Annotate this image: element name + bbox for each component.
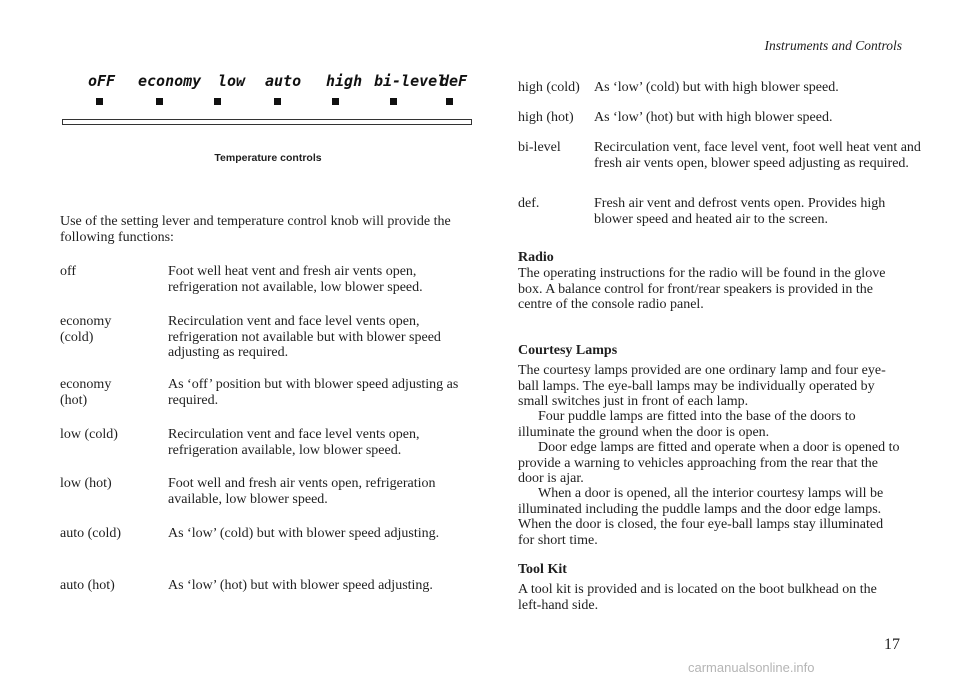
tool-kit-heading: Tool Kit <box>518 562 567 577</box>
function-description: Foot well heat vent and fresh air vents open, refrigeration not available, low blower speed. <box>168 264 423 295</box>
courtesy-paragraph-1: The courtesy lamps provided are one ordinary lamp and four eye-ball lamps. The eye-ball lamps may be individually operated by small switches just in front of each lamp. <box>518 363 886 409</box>
function-description: As ‘low’ (cold) but with high blower speed. <box>594 80 839 95</box>
watermark-text: carmanualsonline.info <box>688 660 815 675</box>
figure-caption: Temperature controls <box>214 152 322 164</box>
selector-position-marker <box>332 98 339 105</box>
courtesy-paragraph-3: Door edge lamps are fitted and operate when a door is opened to provide a warning to vehicles approaching from the rear that the door is ajar. <box>518 440 900 486</box>
courtesy-paragraph-2: Four puddle lamps are fitted into the base of the doors to illuminate the ground when the door is open. <box>518 409 856 440</box>
selector-label-bi-level: bi-level <box>374 72 447 90</box>
selector-label-high: high <box>326 72 363 90</box>
selector-label-def: deF <box>440 72 468 90</box>
function-description: As ‘low’ (cold) but with blower speed adjusting. <box>168 526 440 541</box>
function-description: As ‘low’ (hot) but with high blower speed. <box>594 110 833 125</box>
courtesy-paragraph-4: When a door is opened, all the interior courtesy lamps will be illuminated including the puddle lamps and the door edge lamps. When the door is closed, the four eye-ball lamps stay illuminated for short time. <box>518 486 884 548</box>
function-label: high (hot) <box>518 110 574 125</box>
function-label: low (hot) <box>60 476 112 491</box>
selector-label-auto: auto <box>265 72 302 90</box>
function-description: As ‘off’ position but with blower speed adjusting as required. <box>168 377 459 408</box>
function-label: def. <box>518 196 540 211</box>
function-label: economy (hot) <box>60 377 112 408</box>
radio-heading: Radio <box>518 250 554 265</box>
radio-paragraph: The operating instructions for the radio will be found in the glove box. A balance control for front/rear speakers is provided in the centre of the console radio panel. <box>518 266 886 312</box>
function-description: Recirculation vent and face level vents open, refrigeration not available but with blower speed adjusting as required. <box>168 314 441 360</box>
page-number: 17 <box>884 636 900 653</box>
selector-label-off: oFF <box>88 72 116 90</box>
function-description: Foot well and fresh air vents open, refrigeration available, low blower speed. <box>168 476 436 507</box>
selector-position-marker <box>446 98 453 105</box>
tool-kit-paragraph: A tool kit is provided and is located on the boot bulkhead on the left-hand side. <box>518 582 877 613</box>
function-description: Fresh air vent and defrost vents open. Provides high blower speed and heated air to the screen. <box>594 196 886 227</box>
selector-position-marker <box>274 98 281 105</box>
function-label: off <box>60 264 77 279</box>
selector-label-low: low <box>218 72 246 90</box>
function-label: high (cold) <box>518 80 580 95</box>
courtesy-lamps-heading: Courtesy Lamps <box>518 343 618 358</box>
function-label: low (cold) <box>60 427 118 442</box>
function-label: auto (hot) <box>60 578 115 593</box>
setting-lever-track <box>62 119 472 125</box>
function-description: As ‘low’ (hot) but with blower speed adjusting. <box>168 578 433 593</box>
function-description: Recirculation vent, face level vent, foot well heat vent and fresh air vents open, blower speed adjusting as required. <box>594 140 921 171</box>
function-label: bi-level <box>518 140 561 155</box>
selector-position-marker <box>156 98 163 105</box>
function-label: auto (cold) <box>60 526 122 541</box>
function-label: economy (cold) <box>60 314 112 345</box>
selector-label-economy: economy <box>138 72 202 90</box>
page-header-title: Instruments and Controls <box>764 38 902 53</box>
function-description: Recirculation vent and face level vents open, refrigeration available, low blower speed. <box>168 427 420 458</box>
selector-position-marker <box>390 98 397 105</box>
intro-paragraph: Use of the setting lever and temperature control knob will provide the following functions: <box>60 214 451 245</box>
selector-position-marker <box>214 98 221 105</box>
selector-position-marker <box>96 98 103 105</box>
